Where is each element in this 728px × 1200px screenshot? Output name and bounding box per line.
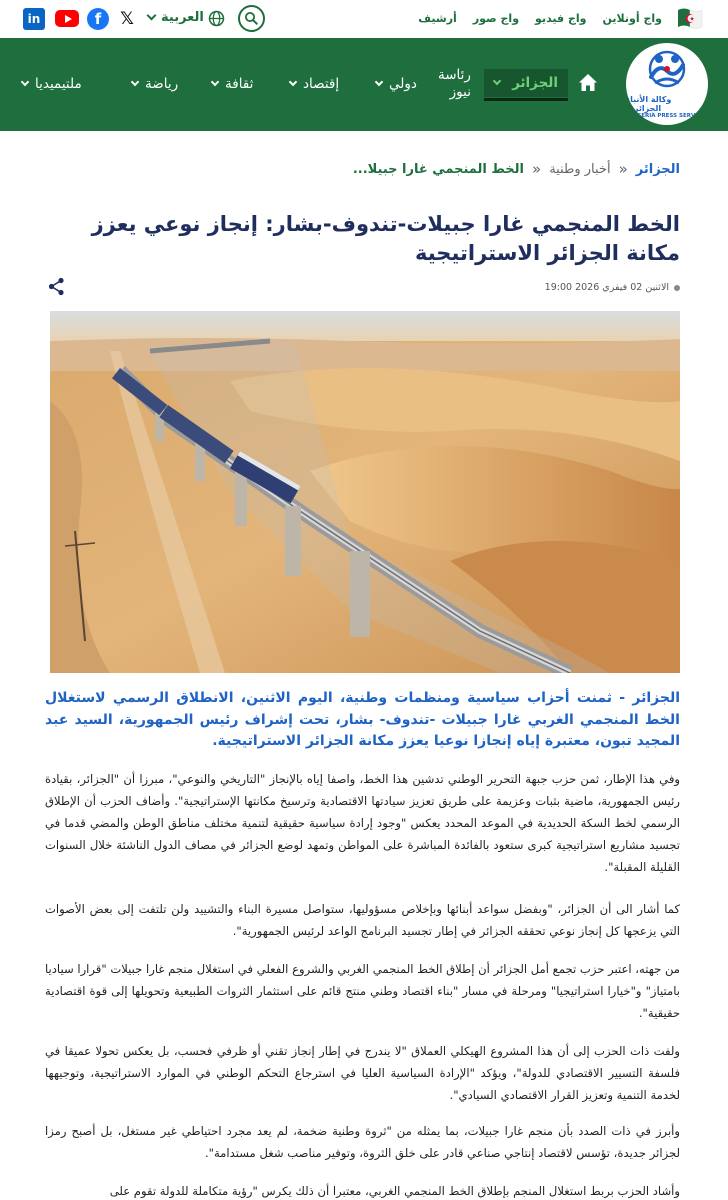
- article-paragraph: ولفت ذات الحزب إلى أن هذا المشروع الهيكلي العملاق "لا يندرج في إطار إنجاز تقني أو ظرفي فحسب، بل يعكس تحولا عميقا في فلسفة التسيير الاقتصادي للدولة"، ويؤكد "الإرادة السياسية العليا في استرجاع التحكم الوطني في الموارد الاستراتيجية، وتوجيهها لخدمة التنمية وتعزيز القرار الاقتصادي السيادي".: [45, 1044, 680, 1102]
- language-label: العربية: [161, 10, 204, 25]
- chevron-down-icon: [289, 78, 297, 86]
- chevron-down-icon: [493, 77, 501, 85]
- article-paragraph: من جهته، اعتبر حزب تجمع أمل الجزائر أن إطلاق الخط المنجمي الغربي والشروع الفعلي في استغلال منجم غارا جبيلات "قرارا سياديا بامتياز" و"خيارا استراتيجيا" ومرحلة في مسار "بناء اقتصاد وطني منتج قائم على استثمار الثروات الطبيعية وتحويلها إلى قوة اقتصادية حقيقية".: [45, 962, 680, 1020]
- search-icon: [244, 11, 259, 26]
- nav-item-multimedia[interactable]: [22, 76, 82, 92]
- logo-name-en: ALGERIA PRESS SERVICE: [628, 113, 706, 119]
- language-selector[interactable]: [148, 10, 204, 25]
- search-button[interactable]: [238, 5, 265, 32]
- desert-railway-photo: [50, 311, 680, 673]
- breadcrumb-home[interactable]: الجزائر: [635, 161, 680, 177]
- top-link-photos[interactable]: واج صور: [472, 12, 520, 25]
- article-lead: الجزائر - ثمنت أحزاب سياسية ومنظمات وطنية، اليوم الاثنين، الانطلاق الرسمي لاستغلال الخط المنجمي الغربي غارا جبيلات -تندوف- بشار، تحت إشراف رئيس الجمهورية، السيد عبد المجيد تبون، معتبرة إياه إنجازا نوعيا يعزز مكانة الجزائر الاستراتيجية.: [45, 690, 680, 749]
- nav-item-culture[interactable]: [212, 76, 253, 92]
- chevron-down-icon: [21, 78, 29, 86]
- article-meta: [545, 282, 680, 293]
- article-paragraph: وأبرز في ذات الصدد بأن منجم غارا جبيلات، بما يمثله من "ثروة وطنية ضخمة، لم يعد مجرد احتياطي غير مستغل، بل أصبح رمزا لجزائر جديدة، تؤسس لاقتصاد إنتاجي صناعي قادر على خلق الثروة، وتوفير مناصب شغل مستدامة".: [45, 1124, 680, 1160]
- article-date: الاثنين 02 فيفري 2026 19:00: [544, 282, 669, 293]
- nav-item-label: ملتيميديا: [35, 76, 82, 92]
- breadcrumb-current: الخط المنجمي غارا جبيلا...: [352, 161, 525, 177]
- home-icon[interactable]: [578, 73, 598, 92]
- facebook-icon[interactable]: f: [87, 8, 109, 30]
- nav-item-economy[interactable]: [290, 76, 339, 92]
- article-title: الخط المنجمي غارا جبيلات-تندوف-بشار: إنجاز نوعي يعزز مكانة الجزائر الاستراتيجية: [91, 212, 680, 265]
- nav-item-label: إقتصاد: [303, 76, 340, 92]
- chevron-down-icon: [211, 78, 219, 86]
- top-bar: [0, 0, 728, 38]
- top-links: [418, 12, 662, 25]
- article-photo: [50, 311, 680, 673]
- youtube-icon[interactable]: [55, 10, 79, 27]
- nav-item-international[interactable]: [376, 76, 417, 92]
- chevron-down-icon: [147, 11, 157, 21]
- breadcrumb-separator-icon: «: [618, 160, 628, 178]
- aps-logo-emblem-icon: [639, 49, 695, 93]
- top-link-video[interactable]: واج فيديو: [535, 12, 587, 25]
- clock-icon: [674, 285, 680, 291]
- article-paragraph: وفي هذا الإطار، ثمن حزب جبهة التحرير الوطني تدشين هذا الخط، واصفا إياه بالإنجاز "التاريخي والنوعي"، مبرزا أن "الجزائر، بقيادة رئيس الجمهورية، ماضية بثبات وعزيمة على طريق تعزيز سيادتها الاقتصادية وترسيخ مكانتها الإستراتيجية". وأضاف الحزب أن الإطلاق الرسمي لخط السكة الحديدية في الموعد المحدد يعكس "وجود إرادة سياسية حقيقية لتنمية مختلف مناطق الوطن والمضي قدما في تجسيد مشاريع استراتيجية كبرى ستعود بالفائدة المباشرة على المواطن وتمهد لوضع الجزائر في مصاف الدول الناشئة خلال السنوات القليلة المقبلة".: [45, 772, 680, 874]
- article-paragraph: كما أشار الى أن الجزائر، "وبفضل سواعد أبنائها وبإخلاص مسؤوليها، ستواصل مسيرة البناء والتشييد ولن تلتفت إلى بعض الأصوات التي يزعجها كل إنجاز نوعي تحققه الجزائر في إطار تجسيد البرنامج الواعد لرئيس الجمهورية".: [45, 902, 680, 938]
- algeria-flag-icon: [674, 6, 706, 30]
- top-link-archive[interactable]: أرشيف: [418, 12, 457, 25]
- article-paragraph: وأشاد الحزب بربط استغلال المنجم بإطلاق الخط المنجمي الغربي، معتبرا أن ذلك يكرس "رؤية متكاملة للدولة تقوم على: [109, 1184, 680, 1198]
- top-link-online[interactable]: واج أونلاين: [602, 12, 662, 25]
- nav-item-label-line2: نيوز: [449, 84, 471, 100]
- x-icon[interactable]: 𝕏: [120, 9, 134, 29]
- share-icon[interactable]: [48, 277, 65, 296]
- breadcrumb: [353, 160, 680, 178]
- linkedin-icon[interactable]: in: [23, 8, 45, 30]
- nav-item-label: [438, 67, 471, 101]
- nav-item-label: ثقافة: [225, 76, 254, 92]
- chevron-down-icon: [375, 78, 383, 86]
- aps-logo[interactable]: [626, 43, 708, 125]
- globe-icon[interactable]: [208, 10, 225, 27]
- nav-item-label-line1: رئاسة: [438, 67, 471, 83]
- breadcrumb-separator-icon: «: [532, 160, 542, 178]
- nav-item-sports[interactable]: [132, 76, 178, 92]
- nav-item-label: دولي: [389, 76, 417, 92]
- logo-name: وكالة الأنباء الجزائرية: [626, 95, 672, 113]
- nav-item-presidency-news[interactable]: [438, 67, 471, 101]
- breadcrumb-section[interactable]: أخبار وطنية: [549, 161, 611, 177]
- nav-item-label: الجزائر: [512, 75, 558, 91]
- main-nav: [0, 38, 728, 131]
- nav-item-label: رياضة: [145, 76, 179, 92]
- nav-item-algeria[interactable]: [484, 69, 568, 97]
- chevron-down-icon: [131, 78, 139, 86]
